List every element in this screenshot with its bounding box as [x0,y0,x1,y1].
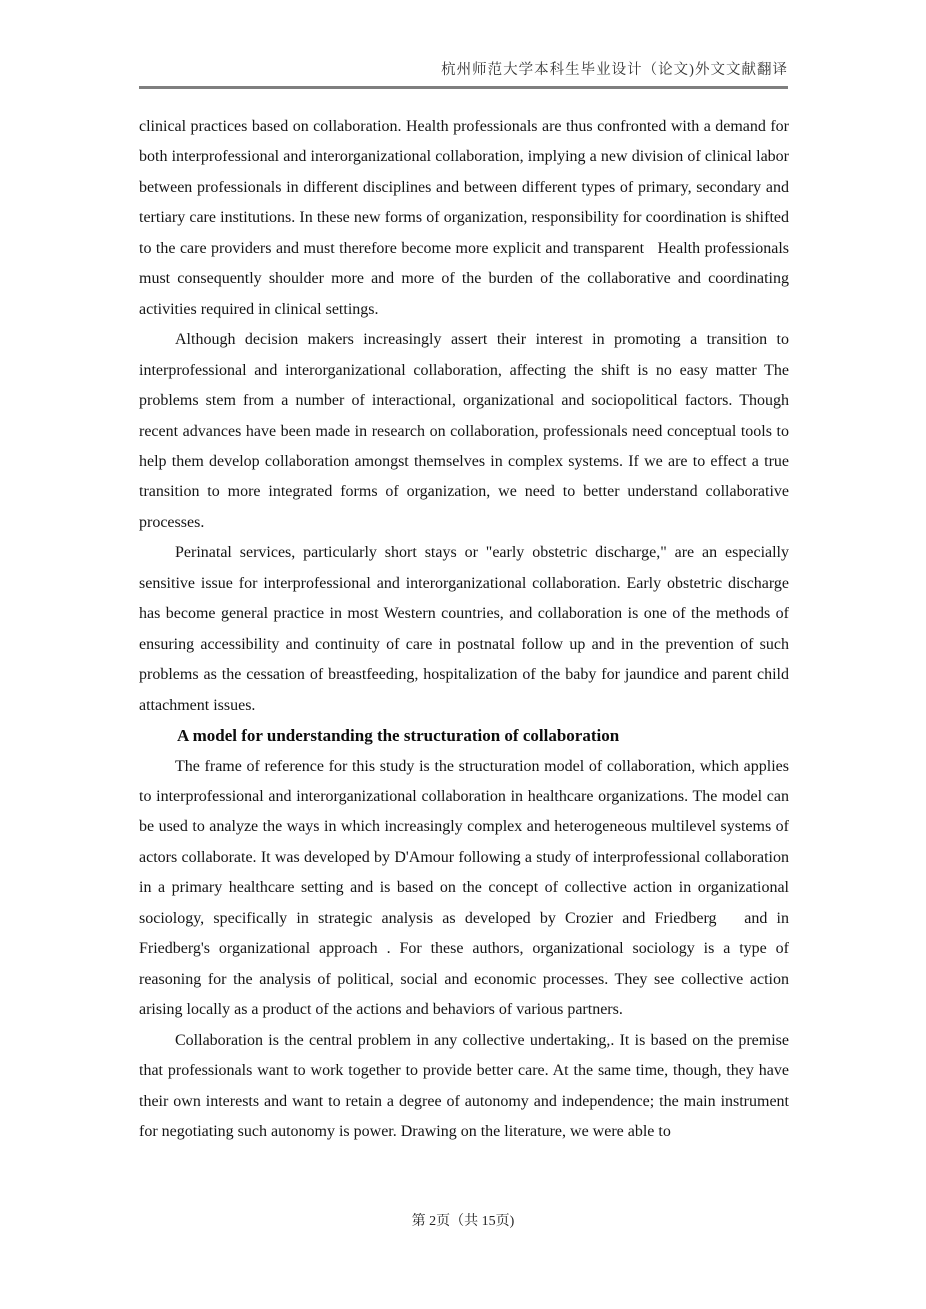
section-heading: A model for understanding the structuration of collaboration [177,726,620,746]
paragraph: clinical practices based on collaboration. Health professionals are thus confronted with a demand for both interprofessional and interorganizational collaboration, implying a new division of clinical labor between professionals in different disciplines and between different types of primary, secondary and tertiary care institutions. In these new forms of organization, responsibility for coordination is shifted to the care providers and must therefore become more explicit and transparent Health professionals must consequently shoulder more and more of the burden of the collaborative and coordinating activities required in clinical settings. [139,118,789,318]
paragraph: Collaboration is the central problem in any collective undertaking,. It is based on the premise that professionals want to work together to provide better care. At the same time, though, they have their own interests and want to retain a degree of autonomy and independence; the main instrument for negotiating such autonomy is power. Drawing on the literature, we were able to [139,1031,789,1140]
paragraph: The frame of reference for this study is the structuration model of collaboration, which applies to interprofessional and interorganizational collaboration in healthcare organizations. The model can be used to analyze the ways in which increasingly complex and heterogeneous multilevel systems of actors collaborate. It was developed by D'Amour following a study of interprofessional collaboration in a primary healthcare setting and is based on the concept of collective action in organizational sociology, specifically in strategic analysis as developed by Crozier and Friedberg and in Friedberg's organizational approach . For these authors, organizational sociology is a type of reasoning for the analysis of political, social and economic processes. They see collective action arising locally as a product of the actions and behaviors of various partners. [139,757,789,1019]
header-title: 杭州师范大学本科生毕业设计（论文)外文文献翻译 [441,62,788,78]
document-body [139,112,789,1147]
paragraph: Perinatal services, particularly short stays or "early obstetric discharge," are an especially sensitive issue for interprofessional and interorganizational collaboration. Early obstetric discharge has become general practice in most Western countries, and collaboration is one of the methods of ensuring accessibility and continuity of care in postnatal follow up and in the prevention of such problems as the cessation of breastfeeding, hospitalization of the baby for jaundice and parent child attachment issues. [139,544,789,714]
page-number: 第 2页（共 15页) [411,1214,515,1229]
paragraph: Although decision makers increasingly assert their interest in promoting a transition to interprofessional and interorganizational collaboration, affecting the shift is no easy matter The problems stem from a number of interactional, organizational and sociopolitical factors. Though recent advances have been made in research on collaboration, professionals need conceptual tools to help them develop collaboration amongst themselves in complex systems. If we are to effect a true transition to more integrated forms of organization, we need to better understand collaborative processes. [139,331,789,531]
page-footer [0,1210,926,1230]
page-header [139,58,788,89]
